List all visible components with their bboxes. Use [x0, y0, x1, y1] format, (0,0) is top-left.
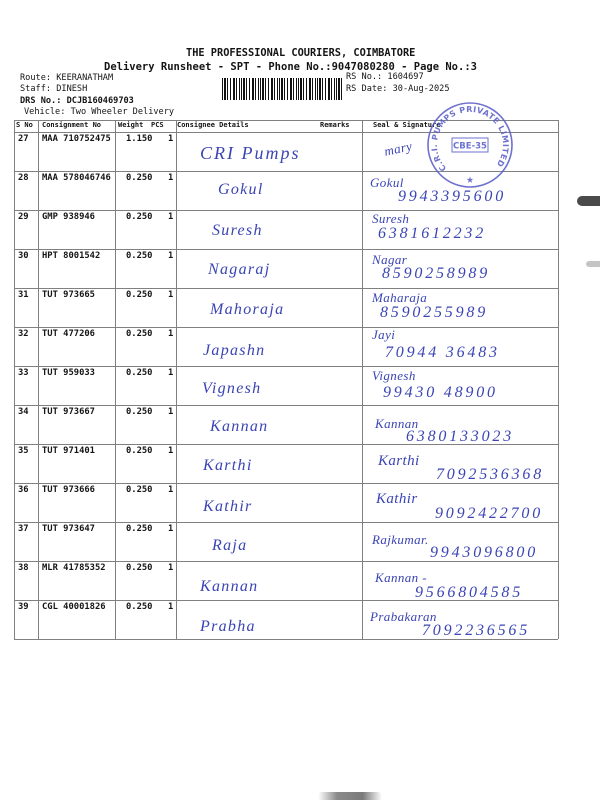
- column-header-consignee: Consignee Details: [177, 121, 249, 129]
- weight: 0.250: [126, 407, 153, 417]
- table-row: [0, 600, 600, 639]
- receiver-phone: 8590255989: [380, 304, 488, 321]
- serial-number: 36: [18, 485, 29, 495]
- route-info: [20, 74, 113, 83]
- consignment-number: TUT 973665: [42, 290, 95, 300]
- weight: 0.250: [126, 485, 153, 495]
- weight: 0.250: [126, 563, 153, 573]
- consignment-number: TUT 973667: [42, 407, 95, 417]
- pieces: 1: [168, 485, 174, 495]
- consignment-number: CGL 40001826: [42, 602, 106, 612]
- weight: 0.250: [126, 329, 153, 339]
- consignee-name: Mahoraja: [210, 301, 285, 318]
- svg-text:C.R.I. PUMPS PRIVATE LIMITED: [430, 105, 510, 173]
- weight: 1.150: [126, 134, 153, 144]
- consignment-number: TUT 973666: [42, 485, 95, 495]
- company-title: THE PROFESSIONAL COURIERS, COIMBATORE: [186, 47, 416, 59]
- vehicle-value: Two Wheeler Delivery: [70, 107, 175, 117]
- consignee-name: Kannan: [200, 578, 259, 595]
- receiver-signature: Prabakaran: [370, 609, 437, 624]
- receiver-signature: Gokul: [370, 175, 404, 190]
- consignment-number: TUT 477206: [42, 329, 95, 339]
- receiver-phone: 9943096800: [430, 544, 538, 561]
- staff-info: [20, 85, 87, 94]
- receiver-signature: Rajkumar.: [372, 532, 429, 547]
- vehicle-label: Vehicle:: [24, 107, 66, 117]
- pieces: 1: [168, 329, 174, 339]
- column-header-weight: Weight: [118, 121, 144, 129]
- serial-number: 35: [18, 446, 29, 456]
- serial-number: 38: [18, 563, 29, 573]
- serial-number: 39: [18, 602, 29, 612]
- serial-number: 34: [18, 407, 29, 417]
- receiver-signature: Nagar: [372, 252, 408, 267]
- consignee-name: Japashn: [203, 342, 266, 359]
- pieces: 1: [168, 173, 174, 183]
- staff-label: Staff:: [20, 84, 52, 94]
- seal-center-text: CBE-35: [453, 141, 487, 152]
- column-header-pcs: PCS: [151, 121, 164, 129]
- serial-number: 27: [18, 134, 29, 144]
- receiver-phone: 70944 36483: [385, 344, 500, 361]
- receiver-signature: mary: [382, 138, 414, 159]
- receiver-phone: 99430 48900: [383, 384, 498, 401]
- consignment-number: GMP 938946: [42, 212, 95, 222]
- column-header-sno: S No: [16, 121, 33, 129]
- serial-number: 33: [18, 368, 29, 378]
- pieces: 1: [168, 446, 174, 456]
- weight: 0.250: [126, 524, 153, 534]
- consignment-number: TUT 973647: [42, 524, 95, 534]
- consignment-number: TUT 971401: [42, 446, 95, 456]
- seal-star-icon: [467, 177, 474, 183]
- serial-number: 28: [18, 173, 29, 183]
- scan-smudge: [318, 792, 382, 800]
- receiver-signature: Kannan -: [375, 570, 427, 585]
- consignee-name: Gokul: [218, 181, 264, 198]
- serial-number: 29: [18, 212, 29, 222]
- pieces: 1: [168, 251, 174, 261]
- consignee-name: Vignesh: [202, 380, 262, 397]
- route-value: KEERANATHAM: [56, 73, 114, 83]
- consignee-name: Kathir: [203, 498, 253, 515]
- pieces: 1: [168, 134, 174, 144]
- weight: 0.250: [126, 173, 153, 183]
- table-row: [0, 210, 600, 249]
- consignment-number: MAA 578046746: [42, 173, 111, 183]
- serial-number: 31: [18, 290, 29, 300]
- weight: 0.250: [126, 446, 153, 456]
- table-row: [0, 327, 600, 366]
- company-seal: [425, 100, 515, 190]
- receiver-phone: 9092422700: [435, 505, 543, 522]
- pieces: 1: [168, 368, 174, 378]
- receiver-signature: Jayi: [372, 327, 396, 342]
- consignment-number: MLR 41785352: [42, 563, 106, 573]
- receiver-phone: 7092536368: [436, 466, 544, 483]
- receiver-signature: Karthi: [378, 453, 420, 469]
- receiver-phone: 8590258989: [382, 265, 490, 282]
- column-header-consignment: Consignment No: [42, 121, 102, 129]
- weight: 0.250: [126, 368, 153, 378]
- rs-number-label: RS No.:: [346, 72, 383, 82]
- table-row: [0, 561, 600, 600]
- weight: 0.250: [126, 602, 153, 612]
- consignment-number: TUT 959033: [42, 368, 95, 378]
- drs-label: DRS No.:: [20, 96, 62, 106]
- consignment-number: MAA 710752475: [42, 134, 111, 144]
- table-row: [0, 444, 600, 483]
- staff-value: DINESH: [56, 84, 88, 94]
- drs-value: DCJB160469703: [66, 96, 134, 106]
- consignment-number: HPT 8001542: [42, 251, 101, 261]
- column-header-signature: Seal & Signature: [373, 121, 441, 129]
- rs-date-value: 30-Aug-2025: [392, 84, 450, 94]
- drs-info: [20, 97, 134, 106]
- table-row: [0, 522, 600, 561]
- rs-number-info: [346, 73, 424, 82]
- scan-smudge: [577, 196, 600, 206]
- pieces: 1: [168, 602, 174, 612]
- receiver-phone: 7092236565: [422, 622, 530, 639]
- pieces: 1: [168, 407, 174, 417]
- pieces: 1: [168, 290, 174, 300]
- receiver-phone: 6381612232: [378, 225, 486, 242]
- consignee-name: Nagaraj: [208, 261, 271, 278]
- weight: 0.250: [126, 251, 153, 261]
- serial-number: 37: [18, 524, 29, 534]
- consignee-name: Suresh: [212, 222, 263, 239]
- rs-date-info: [346, 85, 450, 94]
- consignee-name: Kannan: [210, 418, 269, 435]
- receiver-signature: Suresh: [372, 211, 410, 226]
- rs-date-label: RS Date:: [346, 84, 388, 94]
- serial-number: 30: [18, 251, 29, 261]
- consignee-name: Prabha: [200, 618, 256, 635]
- rs-number-value: 1604697: [387, 72, 424, 82]
- barcode: [222, 78, 342, 100]
- scan-smudge: [586, 261, 600, 267]
- consignee-name: Raja: [212, 537, 248, 554]
- consignee-name: CRI Pumps: [200, 143, 301, 163]
- runsheet-subtitle: Delivery Runsheet - SPT - Phone No.:9047080280 - Page No.:3: [104, 61, 477, 73]
- receiver-signature: Maharaja: [372, 290, 428, 305]
- pieces: 1: [168, 563, 174, 573]
- receiver-phone: 6380133023: [406, 428, 514, 445]
- receiver-signature: Vignesh: [372, 368, 416, 383]
- pieces: 1: [168, 524, 174, 534]
- vehicle-info: [24, 108, 174, 117]
- table-row: [0, 405, 600, 444]
- seal-outer-text: C.R.I. PUMPS PRIVATE LIMITED: [429, 104, 511, 173]
- consignee-name: Karthi: [203, 457, 253, 474]
- weight: 0.250: [126, 290, 153, 300]
- serial-number: 32: [18, 329, 29, 339]
- receiver-phone: 9943395600: [398, 188, 506, 205]
- table-row: [0, 249, 600, 288]
- table-row: [0, 288, 600, 327]
- weight: 0.250: [126, 212, 153, 222]
- column-header-remarks: Remarks: [320, 121, 350, 129]
- table-row: [0, 483, 600, 522]
- table-row: [0, 366, 600, 405]
- table-rule: [14, 639, 558, 640]
- receiver-signature: Kathir: [376, 491, 418, 507]
- receiver-signature: Kannan: [375, 416, 419, 431]
- route-label: Route:: [20, 73, 52, 83]
- pieces: 1: [168, 212, 174, 222]
- receiver-phone: 9566804585: [415, 584, 523, 601]
